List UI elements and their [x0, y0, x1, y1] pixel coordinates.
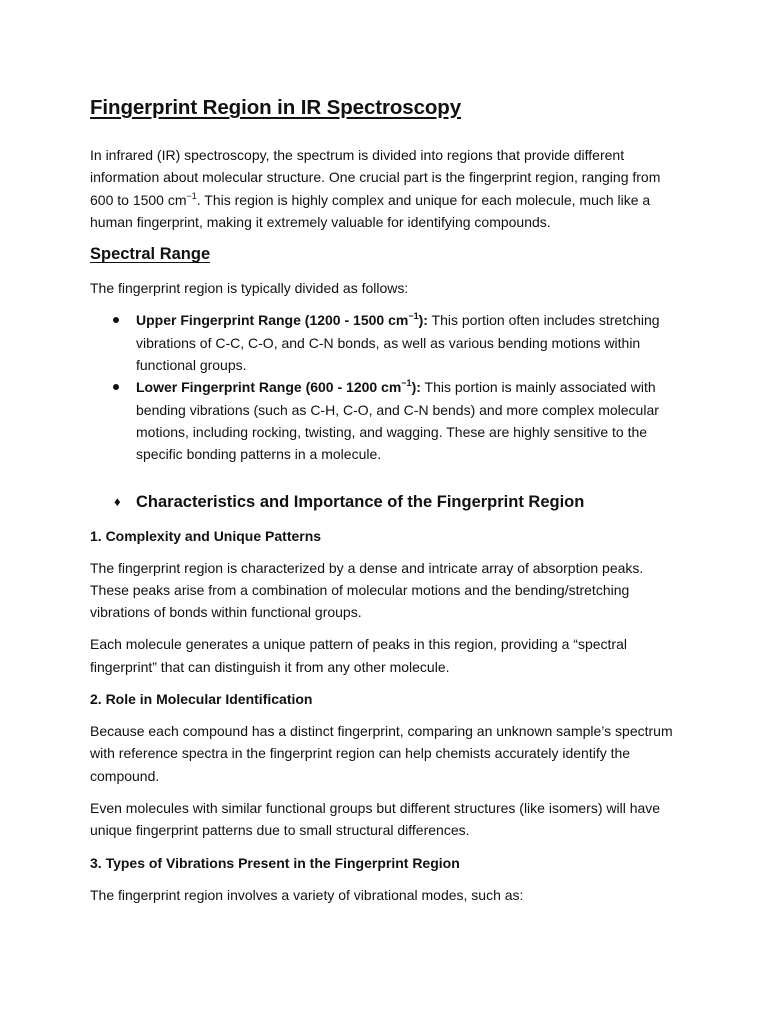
spectral-range-heading: Spectral Range — [90, 245, 211, 264]
intro-superscript: −1 — [186, 190, 197, 201]
intro-text-2: . This region is highly complex and unique for each molecule, much like a human fingerprint, making it extremely valuable for identifying compounds. — [90, 191, 651, 230]
diamond-bullet-icon: ♦ — [114, 493, 121, 509]
label-close: ): — [418, 312, 428, 329]
list-item-text: This portion often includes stretching vibrations of C-C, C-O, and C-N bonds, as well as various bending motions within functional groups. — [136, 312, 660, 374]
section-1-heading: 1. Complexity and Unique Patterns — [90, 527, 322, 544]
list-item-label — [136, 379, 421, 395]
label-superscript: −1 — [401, 378, 412, 389]
bullet-icon — [113, 384, 119, 390]
section-2-paragraph-1: Because each compound has a distinct fingerprint, comparing an unknown sample’s spectrum with reference spectra in the fingerprint region can help chemists accurately identify the compound. — [90, 723, 673, 784]
section-2-paragraph-2: Even molecules with similar functional groups but different structures (like isomers) will have unique fingerprint patterns due to small structural differences. — [90, 799, 661, 839]
intro-text-1: In infrared (IR) spectroscopy, the spectrum is divided into regions that provide different information about molecular structure. One crucial part is the fingerprint region, ranging from 600 to 1500 cm — [90, 147, 661, 208]
spectral-range-list — [90, 309, 676, 465]
list-item-label — [136, 312, 428, 328]
section-1-paragraph-2: Each molecule generates a unique pattern of peaks in this region, providing a “spectral fingerprint” that can distinguish it from any other molecule. — [90, 636, 627, 675]
list-item — [90, 376, 676, 465]
characteristics-heading — [90, 490, 676, 514]
document-title: Fingerprint Region in IR Spectroscopy — [90, 96, 462, 119]
label-text: Upper Fingerprint Range (1200 - 1500 cm — [136, 312, 409, 329]
label-close: ): — [411, 379, 421, 396]
characteristics-heading-text: Characteristics and Importance of the Fingerprint Region — [136, 492, 585, 511]
spectral-range-lead: The fingerprint region is typically divided as follows: — [90, 280, 409, 297]
section-3-heading: 3. Types of Vibrations Present in the Fingerprint Region — [90, 854, 460, 871]
list-item-text: This portion is mainly associated with bending vibrations (such as C-H, C-O, and C-N bends) and more complex molecular motions, including rocking, twisting, and wagging. These are highly sensitive to the specific bonding patterns in a molecule. — [136, 379, 659, 463]
label-text: Lower Fingerprint Range (600 - 1200 cm — [136, 379, 402, 396]
section-2-heading: 2. Role in Molecular Identification — [90, 691, 313, 708]
section-1-paragraph-1: The fingerprint region is characterized by a dense and intricate array of absorption peaks. These peaks arise from a combination of molecular motions and the bending/stretching vibrations of bonds within functional groups. — [90, 559, 644, 621]
intro-paragraph — [90, 144, 676, 233]
section-3-paragraph-1: The fingerprint region involves a variety of vibrational modes, such as: — [90, 886, 524, 903]
bullet-icon — [113, 317, 119, 323]
list-item — [90, 309, 676, 376]
label-superscript: −1 — [408, 311, 419, 322]
